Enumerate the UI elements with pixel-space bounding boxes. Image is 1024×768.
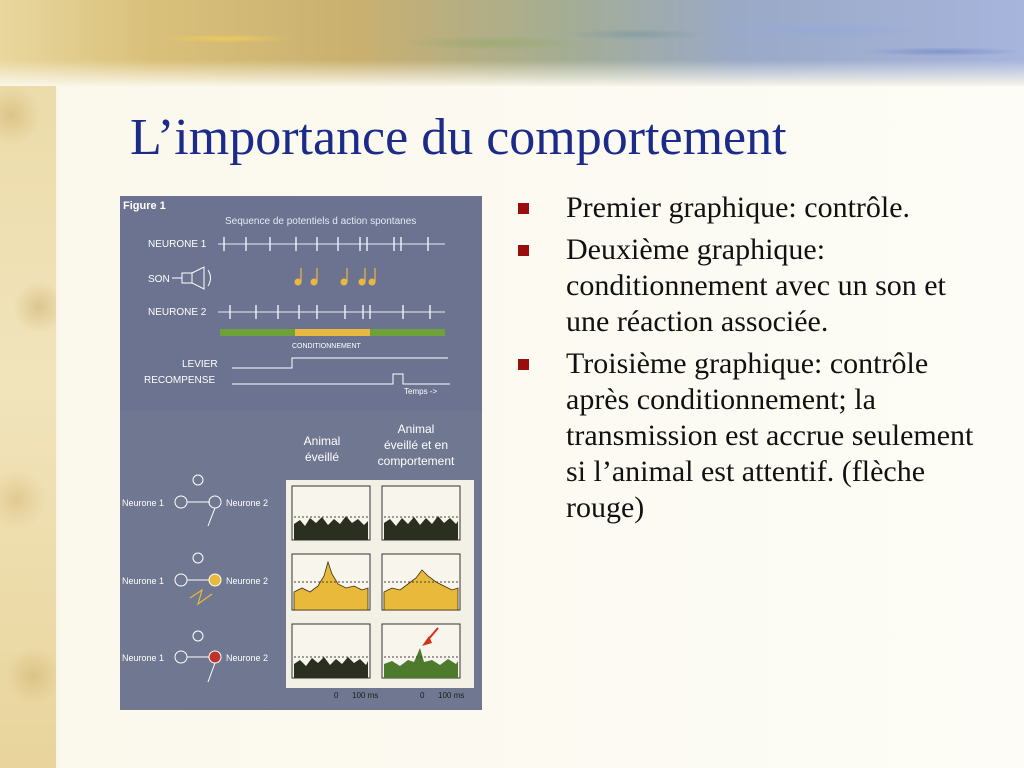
neuron1-label-row1: Neurone 1 — [122, 498, 165, 508]
axis-100-right: 100 ms — [438, 691, 465, 700]
son-label: SON — [148, 274, 170, 285]
bullet-text-1: Premier graphique: contrôle. — [566, 191, 911, 224]
figure-drawing — [120, 196, 482, 710]
bullet-item-3 — [512, 346, 982, 526]
col1-header-line1: Animal — [303, 434, 341, 448]
bullet-list — [512, 190, 982, 532]
neuron2-label-row2: Neurone 2 — [226, 576, 269, 586]
neuron2-label-row1: Neurone 2 — [226, 498, 269, 508]
col1-header-line2: éveillé — [304, 450, 340, 464]
neuron1-label-row3: Neurone 1 — [122, 653, 165, 663]
bullet-square-icon — [518, 359, 529, 370]
col2-header-line2: éveillé et en — [383, 438, 449, 452]
recompense-label: RECOMPENSE — [144, 375, 216, 386]
neuron2-label-row3: Neurone 2 — [226, 653, 269, 663]
figure-image — [120, 196, 482, 710]
figure-caption: Sequence de potentiels d action spontanes — [225, 216, 417, 227]
levier-label: LEVIER — [182, 359, 218, 370]
axis-100-left: 100 ms — [352, 691, 379, 700]
bullet-text-2: Deuxième graphique: conditionnement avec un son et une réaction associée. — [566, 233, 946, 338]
temps-label: Temps -> — [404, 387, 438, 396]
figure-label: Figure 1 — [123, 200, 166, 212]
bar-green-right — [370, 329, 445, 336]
bullet-item-1 — [512, 190, 982, 226]
col2-header-line1: Animal — [397, 422, 435, 436]
bullet-item-2 — [512, 232, 982, 340]
bullet-square-icon — [518, 203, 529, 214]
neurone1-trace-label: NEURONE 1 — [148, 239, 207, 250]
header-banner — [0, 0, 1024, 86]
bar-yellow — [295, 329, 370, 336]
bullet-square-icon — [518, 245, 529, 256]
slide-title: L’importance du comportement — [130, 109, 787, 166]
axis-0-left: 0 — [334, 691, 339, 700]
left-decor-strip — [0, 0, 56, 768]
bullet-text-3: Troisième graphique: contrôle après conditionnement; la transmission est accrue seulement si l’animal est attentif. (flèche rouge) — [566, 347, 974, 524]
col2-header-line3: comportement — [377, 454, 455, 468]
neuron1-label-row2: Neurone 1 — [122, 576, 165, 586]
bar-green-left — [220, 329, 295, 336]
conditionnement-label: CONDITIONNEMENT — [292, 343, 361, 350]
axis-0-right: 0 — [420, 691, 425, 700]
neurone2-trace-label: NEURONE 2 — [148, 307, 207, 318]
